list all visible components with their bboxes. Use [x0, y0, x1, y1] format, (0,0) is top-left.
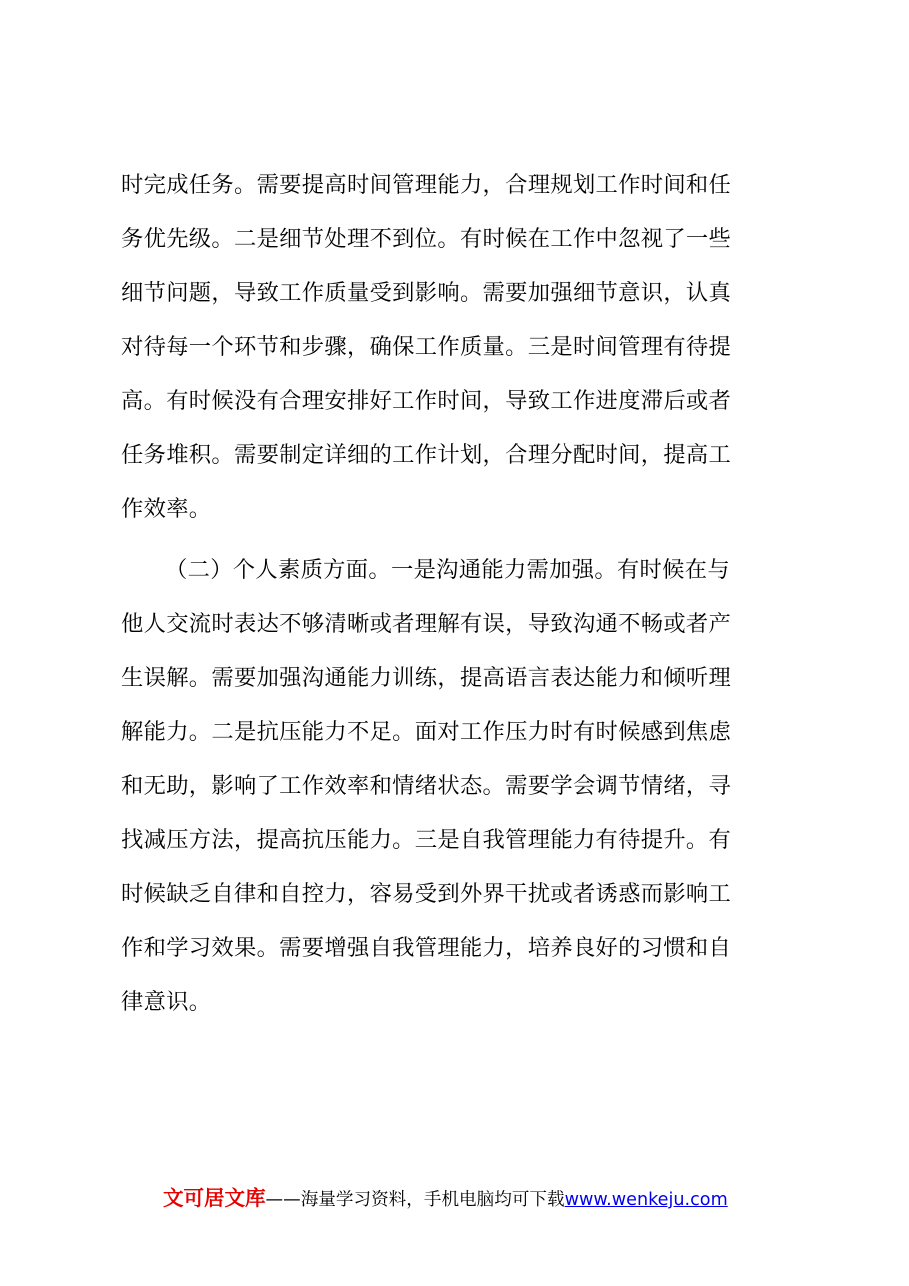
body-line: 时完成任务。需要提高时间管理能力，合理规划工作时间和任: [121, 172, 732, 198]
body-line: 生误解。需要加强沟通能力训练，提高语言表达能力和倾听理: [121, 665, 732, 691]
body-line: 对待每一个环节和步骤，确保工作质量。三是时间管理有待提: [121, 334, 732, 360]
section-heading-line: （二）个人素质方面。一是沟通能力需加强。有时候在与: [165, 557, 730, 583]
body-line: 务优先级。二是细节处理不到位。有时候在工作中忽视了一些: [121, 226, 732, 252]
body-line: 找减压方法，提高抗压能力。三是自我管理能力有待提升。有: [121, 827, 732, 853]
body-line: 任务堆积。需要制定详细的工作计划，合理分配时间，提高工: [121, 442, 732, 468]
body-line: 作和学习效果。需要增强自我管理能力，培养良好的习惯和自: [121, 935, 732, 961]
body-line: 解能力。二是抗压能力不足。面对工作压力时有时候感到焦虑: [121, 719, 732, 745]
footer-url-link[interactable]: www.wenkeju.com: [564, 1190, 728, 1210]
footer-slogan: ——海量学习资料，手机电脑均可下载: [265, 1190, 565, 1210]
body-line: 时候缺乏自律和自控力，容易受到外界干扰或者诱惑而影响工: [121, 881, 732, 907]
body-line: 细节问题，导致工作质量受到影响。需要加强细节意识，认真: [121, 280, 732, 306]
body-line: 高。有时候没有合理安排好工作时间，导致工作进度滞后或者: [121, 388, 732, 414]
footer-banner: [163, 1183, 783, 1213]
body-line: 他人交流时表达不够清晰或者理解有误，导致沟通不畅或者产: [121, 611, 732, 637]
body-line: 律意识。: [121, 989, 212, 1015]
body-line: 作效率。: [121, 496, 212, 522]
footer-brand: 文可居文库: [163, 1186, 266, 1210]
body-line: 和无助，影响了工作效率和情绪状态。需要学会调节情绪，寻: [121, 773, 732, 799]
